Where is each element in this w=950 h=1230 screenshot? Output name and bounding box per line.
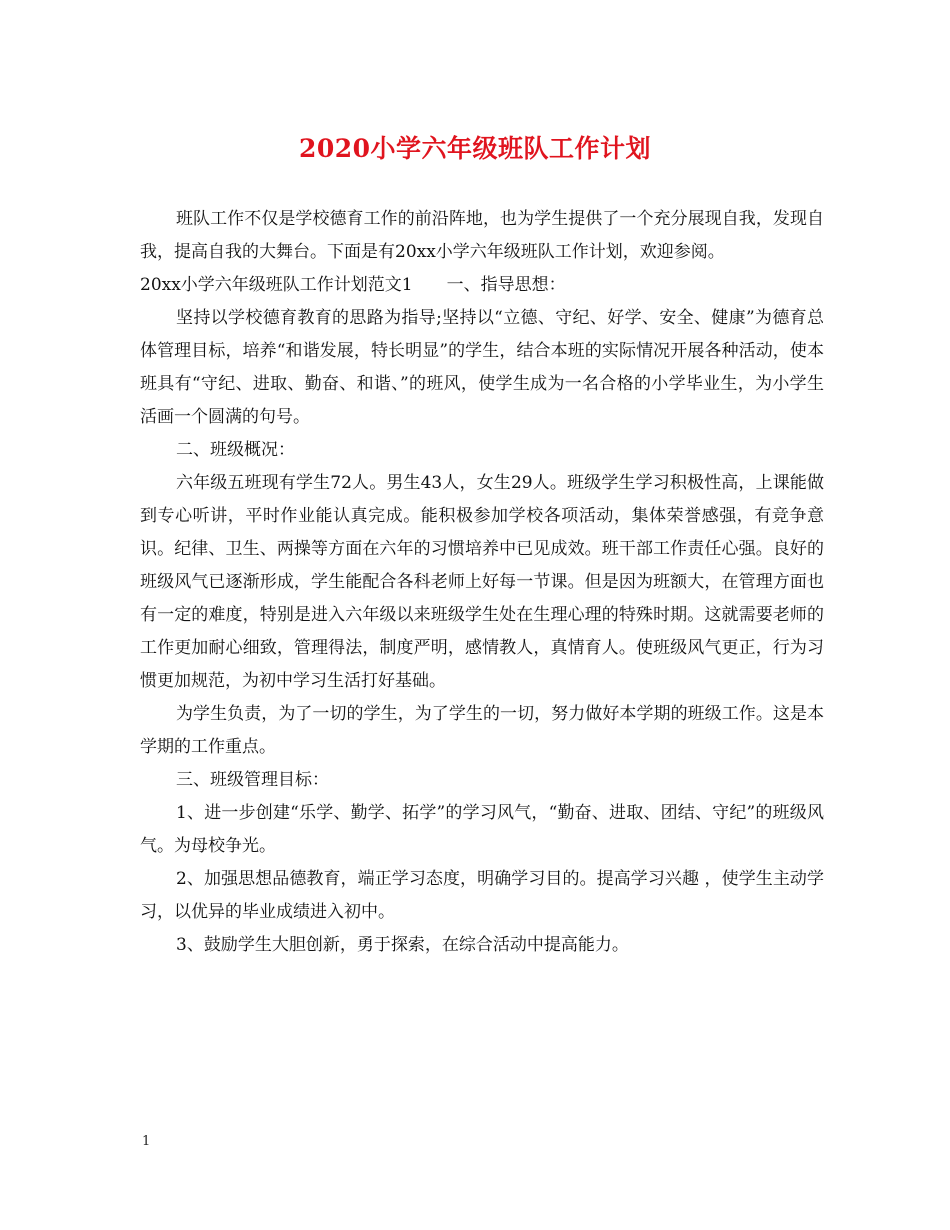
goal-item: 3、鼓励学生大胆创新，勇于探索，在综合活动中提高能力。: [176, 935, 629, 955]
document-body: [140, 203, 824, 962]
heading-management-goals: 三、班级管理目标：: [176, 770, 329, 790]
intro-paragraph: 班队工作不仅是学校德育工作的前沿阵地，也为学生提供了一个充分展现自我，发现自我，提高自我的大舞台。下面是有20xx小学六年级班队工作计划，欢迎参阅。: [140, 209, 824, 262]
page-number: 1: [142, 1134, 151, 1149]
class-overview-paragraph: 六年级五班现有学生72人。男生43人，女生29人。班级学生学习积极性高，上课能做到专心听讲，平时作业能认真完成。能积极参加学校各项活动，集体荣誉感强，有竞争意识。纪律、卫生、两操等方面在六年的习惯培养中已见成效。班干部工作责任心强。良好的班级风气已逐渐形成，学生能配合各科老师上好每一节课。但是因为班额大，在管理方面也有一定的难度，特别是进入六年级以来班级学生处在生理心理的特殊时期。这就需要老师的工作更加耐心细致，管理得法，制度严明，感情教人，真情育人。使班级风气更正，行为习惯更加规范，为初中学习生活打好基础。: [140, 473, 824, 691]
goal-item: 1、进一步创建“乐学、勤学、拓学”的学习风气，“勤奋、进取、团结、守纪”的班级风气。为母校争光。: [140, 803, 824, 856]
heading-class-overview: 二、班级概况：: [176, 440, 295, 460]
document-title: 2020小学六年级班队工作计划: [298, 134, 652, 163]
guiding-thought-paragraph: 坚持以学校德育教育的思路为指导;坚持以“立德、守纪、好学、安全、健康”为德育总体管理目标，培养“和谐发展，特长明显”的学生，结合本班的实际情况开展各种活动，使本班具有“守纪、进取、勤奋、和谐、”的班风，使学生成为一名合格的小学毕业生，为小学生活画一个圆满的句号。: [140, 308, 824, 427]
goal-item: 2、加强思想品德教育，端正学习态度，明确学习目的。提高学习兴趣 ，使学生主动学习，以优异的毕业成绩进入初中。: [140, 869, 824, 922]
section-line: 20xx小学六年级班队工作计划范文1 一、指导思想：: [140, 275, 566, 295]
focus-paragraph: 为学生负责，为了一切的学生，为了学生的一切，努力做好本学期的班级工作。这是本学期的工作重点。: [140, 704, 824, 757]
